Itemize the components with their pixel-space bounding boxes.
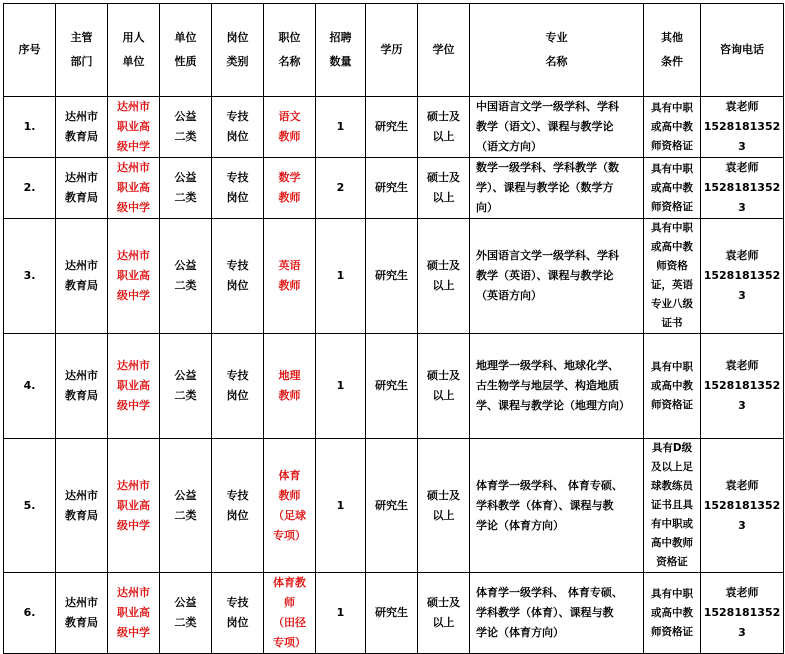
cell-text: 或高中教 [651, 120, 693, 133]
header-degree [418, 4, 470, 97]
cell-text: 学、课程与教学论（地理方向） [476, 399, 630, 412]
cell-text: 教育局 [65, 508, 98, 522]
table-row [4, 439, 784, 573]
cell-text: 岗位 [226, 130, 249, 143]
cell-text: 职业高 [117, 379, 150, 392]
cell-position [264, 158, 316, 219]
header-text: 名称 [545, 55, 568, 68]
cell-text: 教师 [278, 130, 301, 143]
cell-nature [160, 573, 212, 654]
header-text: 职位 [278, 31, 301, 44]
cell-major [470, 219, 644, 334]
header-text: 主管 [70, 31, 93, 44]
cell-employer [108, 158, 160, 219]
cell-text: 教师 [278, 488, 301, 502]
cell-no [4, 219, 56, 334]
cell-text: 职业高 [117, 181, 150, 194]
cell-text: 师资格证 [651, 625, 693, 638]
cell-text: 岗位 [226, 616, 249, 629]
cell-tel [701, 97, 784, 158]
header-count [316, 4, 366, 97]
cell-text: 师资格 [656, 260, 688, 272]
cell-education [366, 573, 418, 654]
header-text: 名称 [278, 55, 301, 68]
cell-major [470, 334, 644, 439]
cell-text: 15281813523 [703, 606, 781, 639]
cell-text: 二类 [174, 508, 197, 522]
cell-text: 向） [476, 201, 498, 214]
cell-text: 达州市 [117, 478, 150, 492]
cell-text: 达州市 [117, 586, 150, 599]
table-row [4, 573, 784, 654]
cell-degree [418, 219, 470, 334]
cell-text: 达州市 [65, 488, 98, 502]
cell-education [366, 158, 418, 219]
header-text: 单位 [174, 31, 197, 44]
cell-text: 级中学 [117, 140, 150, 153]
cell-degree [418, 334, 470, 439]
cell-text: 证书 [661, 317, 683, 329]
table-row [4, 97, 784, 158]
cell-text: 职业高 [117, 498, 150, 512]
cell-employer [108, 573, 160, 654]
cell-text: 具有中职 [651, 360, 693, 373]
cell-text: 教师 [278, 279, 301, 292]
cell-text: 外国语言文学一级学科、学科 [476, 249, 619, 262]
cell-text: 地理学一级学科、地球化学、 [476, 359, 619, 372]
cell-text: 公益 [174, 488, 197, 502]
cell-text: 专技 [226, 171, 249, 184]
cell-text: 专技 [226, 259, 249, 272]
cell-text: 硕士及 [427, 596, 460, 609]
cell-text: 达州市 [117, 161, 150, 174]
cell-text: 级中学 [117, 201, 150, 214]
cell-text: 教学（语文）、课程与教学论 [476, 120, 614, 133]
cell-text: 教育局 [65, 130, 98, 143]
header-text: 用人 [122, 31, 145, 44]
cell-count [316, 97, 366, 158]
cell-nature [160, 219, 212, 334]
header-text: 类别 [226, 55, 249, 68]
header-text: 序号 [18, 43, 41, 56]
cell-education [366, 439, 418, 573]
cell-text: 袁老师 [725, 249, 759, 262]
cell-count [316, 219, 366, 334]
cell-category [212, 573, 264, 654]
cell-text: 二类 [174, 616, 197, 629]
cell-text: 研究生 [375, 498, 408, 512]
cell-dept [56, 334, 108, 439]
cell-no [4, 439, 56, 573]
header-text: 条件 [661, 55, 683, 68]
cell-text: 1 [336, 606, 345, 619]
cell-text: 以上 [432, 508, 455, 522]
cell-other [644, 334, 701, 439]
header-position [264, 4, 316, 97]
cell-text: 岗位 [226, 389, 249, 402]
cell-text: 语文 [278, 110, 301, 123]
cell-text: 岗位 [226, 279, 249, 292]
cell-category [212, 97, 264, 158]
cell-text: （田径 [273, 616, 306, 629]
header-dept [56, 4, 108, 97]
cell-text: 4. [23, 379, 36, 392]
cell-text: 研究生 [375, 379, 408, 392]
cell-text: 体育学一级学科、 体育专硕、 [476, 586, 623, 599]
cell-text: 3. [23, 269, 36, 282]
cell-tel [701, 334, 784, 439]
cell-text: 袁老师 [725, 161, 759, 174]
cell-text: 袁老师 [725, 478, 759, 492]
header-nature [160, 4, 212, 97]
cell-text: 教育局 [65, 389, 98, 402]
cell-text: 教师 [278, 389, 301, 402]
cell-text: 职业高 [117, 269, 150, 282]
cell-text: 级中学 [117, 399, 150, 412]
cell-text: 15281813523 [703, 269, 781, 302]
cell-text: 古生物学与地层学、构造地质 [476, 379, 619, 392]
cell-text: 级中学 [117, 626, 150, 639]
cell-other [644, 573, 701, 654]
cell-text: 1 [336, 379, 345, 392]
header-text: 其他 [661, 31, 683, 44]
cell-text: 1 [336, 498, 345, 512]
cell-text: 学）、课程与教学论（数学方 [476, 181, 614, 194]
cell-employer [108, 334, 160, 439]
cell-text: 高中教师 [651, 537, 693, 549]
cell-text: 具有D级 [651, 442, 693, 454]
cell-text: 师资格证 [651, 139, 693, 152]
cell-text: 达州市 [65, 259, 98, 272]
header-employer [108, 4, 160, 97]
cell-text: 15281813523 [703, 120, 781, 153]
cell-text: 师资格证 [651, 200, 693, 213]
cell-text: 专项） [273, 528, 306, 542]
cell-text: 师资格证 [651, 398, 693, 411]
cell-count [316, 439, 366, 573]
cell-employer [108, 97, 160, 158]
cell-text: 专技 [226, 596, 249, 609]
header-text: 招聘 [329, 31, 352, 44]
cell-category [212, 439, 264, 573]
cell-text: 公益 [174, 369, 197, 382]
cell-text: 体育学一级学科、 体育专硕、 [476, 478, 623, 492]
cell-text: 教育局 [65, 616, 98, 629]
cell-text: 岗位 [226, 508, 249, 522]
cell-text: 达州市 [117, 359, 150, 372]
cell-major [470, 158, 644, 219]
cell-text: 达州市 [117, 249, 150, 262]
cell-education [366, 219, 418, 334]
header-text: 岗位 [226, 31, 249, 44]
cell-text: 袁老师 [725, 586, 759, 599]
cell-text: 专技 [226, 488, 249, 502]
cell-text: 及以上足 [651, 461, 693, 473]
cell-position [264, 97, 316, 158]
cell-text: 5. [23, 498, 36, 512]
header-text: 性质 [174, 55, 197, 68]
cell-text: （英语方向） [476, 289, 542, 302]
cell-no [4, 573, 56, 654]
cell-text: 以上 [432, 279, 455, 292]
table-row [4, 219, 784, 334]
cell-tel [701, 219, 784, 334]
cell-text: 数学一级学科、学科教学（数 [476, 161, 619, 174]
header-education [366, 4, 418, 97]
cell-position [264, 334, 316, 439]
cell-dept [56, 439, 108, 573]
cell-dept [56, 573, 108, 654]
cell-text: 达州市 [65, 171, 98, 184]
cell-text: 硕士及 [427, 110, 460, 123]
cell-major [470, 573, 644, 654]
header-text: 单位 [122, 55, 145, 68]
cell-text: 具有中职 [651, 101, 693, 114]
cell-text: 2 [336, 181, 345, 194]
cell-education [366, 334, 418, 439]
cell-text: 或高中教 [651, 241, 693, 253]
cell-text: 硕士及 [427, 369, 460, 382]
cell-text: 15281813523 [703, 498, 781, 532]
cell-nature [160, 439, 212, 573]
cell-text: 证书且具 [651, 499, 693, 511]
cell-text: 袁老师 [725, 359, 759, 372]
cell-text: 公益 [174, 596, 197, 609]
header-no [4, 4, 56, 97]
cell-text: 教育局 [65, 279, 98, 292]
cell-text: 有中职或 [651, 518, 693, 530]
cell-degree [418, 439, 470, 573]
cell-nature [160, 97, 212, 158]
cell-text: （足球 [273, 508, 306, 522]
cell-text: 以上 [432, 389, 455, 402]
cell-text: 1. [23, 120, 36, 133]
cell-position [264, 573, 316, 654]
cell-major [470, 97, 644, 158]
cell-text: 二类 [174, 389, 197, 402]
cell-text: 袁老师 [725, 100, 759, 113]
cell-text: 具有中职 [651, 162, 693, 175]
recruitment-table [3, 3, 784, 654]
cell-text: 硕士及 [427, 259, 460, 272]
cell-text: 6. [23, 606, 36, 619]
cell-text: 公益 [174, 110, 197, 123]
table-row [4, 158, 784, 219]
cell-text: 研究生 [375, 120, 408, 133]
header-major [470, 4, 644, 97]
cell-other [644, 219, 701, 334]
cell-text: 专技 [226, 369, 249, 382]
cell-text: 专项） [273, 636, 306, 649]
cell-nature [160, 158, 212, 219]
cell-text: 学科教学（体育）、课程与教 [476, 498, 614, 512]
cell-text: 球教练员 [651, 480, 693, 492]
cell-text: 公益 [174, 259, 197, 272]
cell-text: 专技 [226, 110, 249, 123]
cell-text: 具有中职 [651, 587, 693, 600]
cell-text: 学论（体育方向） [476, 626, 564, 639]
cell-count [316, 573, 366, 654]
cell-text: 学论（体育方向） [476, 518, 564, 532]
cell-category [212, 334, 264, 439]
header-text: 部门 [70, 55, 93, 68]
cell-text: 学科教学（体育）、课程与教 [476, 606, 614, 619]
cell-count [316, 334, 366, 439]
cell-text: 15281813523 [703, 181, 781, 214]
header-text: 学位 [432, 43, 455, 56]
cell-text: 以上 [432, 191, 455, 204]
cell-other [644, 97, 701, 158]
cell-text: 职业高 [117, 120, 150, 133]
cell-text: 中国语言文学一级学科、学科 [476, 100, 619, 113]
cell-text: 具有中职 [651, 222, 693, 234]
cell-text: 英语 [278, 259, 301, 272]
cell-no [4, 334, 56, 439]
cell-tel [701, 573, 784, 654]
cell-dept [56, 219, 108, 334]
header-text: 专业 [545, 31, 568, 44]
cell-position [264, 219, 316, 334]
cell-no [4, 97, 56, 158]
cell-text: 数学 [278, 171, 301, 184]
cell-major [470, 439, 644, 573]
cell-text: 以上 [432, 130, 455, 143]
cell-text: 达州市 [65, 110, 98, 123]
cell-other [644, 439, 701, 573]
header-row [4, 4, 784, 97]
cell-text: 资格证 [656, 556, 688, 568]
cell-text: 级中学 [117, 289, 150, 302]
cell-tel [701, 439, 784, 573]
cell-text: 地理 [278, 369, 301, 382]
cell-text: 达州市 [65, 369, 98, 382]
table-row [4, 334, 784, 439]
cell-text: 1 [336, 269, 345, 282]
header-other [644, 4, 701, 97]
cell-degree [418, 573, 470, 654]
cell-employer [108, 219, 160, 334]
header-text: 咨询电话 [720, 43, 764, 56]
cell-text: 师 [284, 596, 295, 609]
cell-degree [418, 97, 470, 158]
cell-text: 或高中教 [651, 606, 693, 619]
cell-text: 体育 [278, 468, 301, 482]
cell-text: 岗位 [226, 191, 249, 204]
cell-text: 或高中教 [651, 181, 693, 194]
cell-employer [108, 439, 160, 573]
cell-text: 硕士及 [427, 171, 460, 184]
cell-text: 达州市 [117, 100, 150, 113]
cell-text: 或高中教 [651, 379, 693, 392]
cell-text: 15281813523 [703, 379, 781, 412]
cell-text: 二类 [174, 130, 197, 143]
cell-no [4, 158, 56, 219]
cell-text: 二类 [174, 191, 197, 204]
cell-nature [160, 334, 212, 439]
cell-text: 证，英语 [651, 279, 693, 291]
cell-text: 教师 [278, 191, 301, 204]
header-text: 数量 [329, 55, 352, 68]
cell-category [212, 158, 264, 219]
cell-text: 研究生 [375, 606, 408, 619]
cell-text: （语文方向） [476, 140, 542, 153]
cell-text: 专业八级 [651, 298, 693, 310]
cell-text: 以上 [432, 616, 455, 629]
cell-text: 教学（英语）、课程与教学论 [476, 269, 614, 282]
cell-text: 公益 [174, 171, 197, 184]
cell-text: 二类 [174, 279, 197, 292]
cell-text: 达州市 [65, 596, 98, 609]
cell-position [264, 439, 316, 573]
cell-other [644, 158, 701, 219]
cell-category [212, 219, 264, 334]
cell-tel [701, 158, 784, 219]
cell-dept [56, 158, 108, 219]
cell-text: 1 [336, 120, 345, 133]
cell-text: 职业高 [117, 606, 150, 619]
cell-text: 体育教 [273, 576, 306, 589]
cell-text: 级中学 [117, 518, 150, 532]
cell-text: 研究生 [375, 269, 408, 282]
cell-education [366, 97, 418, 158]
cell-count [316, 158, 366, 219]
cell-text: 研究生 [375, 181, 408, 194]
header-category [212, 4, 264, 97]
cell-degree [418, 158, 470, 219]
cell-text: 硕士及 [427, 488, 460, 502]
cell-text: 教育局 [65, 191, 98, 204]
cell-dept [56, 97, 108, 158]
cell-text: 2. [23, 181, 36, 194]
header-text: 学历 [380, 43, 403, 56]
header-tel [701, 4, 784, 97]
